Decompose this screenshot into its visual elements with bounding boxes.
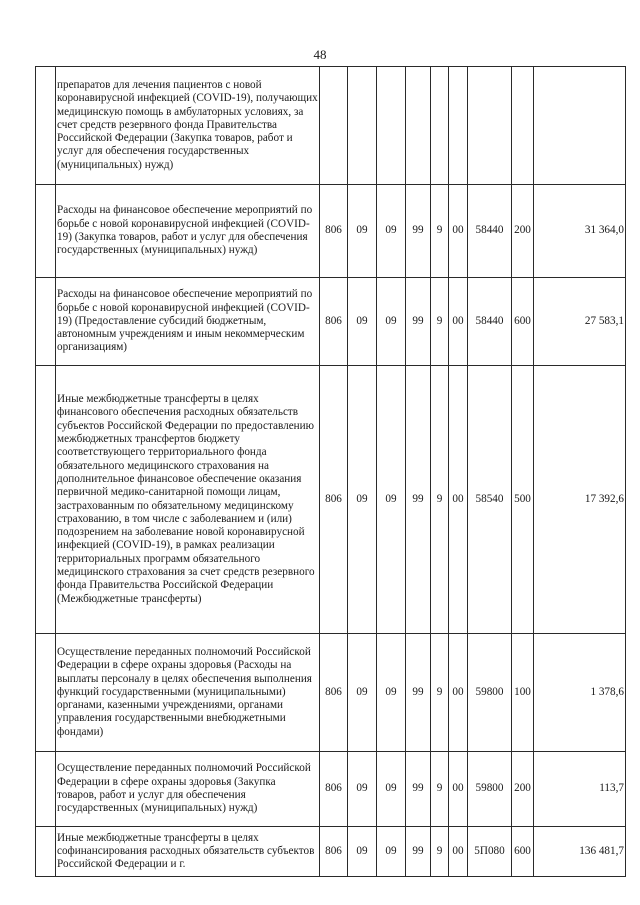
index-cell: [36, 366, 56, 634]
section-code-cell: 09: [348, 278, 377, 366]
expense-name-cell: Иные межбюджетные трансферты в целях софинансирования расходных обязательств субъектов Российской Федерации и г.: [56, 827, 320, 877]
index-cell: [36, 67, 56, 185]
event-code-cell: [449, 67, 468, 185]
program-code-cell: [406, 67, 431, 185]
expense-name-cell: Расходы на финансовое обеспечение мероприятий по борьбе с новой коронавирусной инфекцией (COVID-19) (Закупка товаров, работ и услуг для обеспечения государственных (муниципальных) нужд): [56, 185, 320, 278]
subsection-code-cell: 09: [377, 366, 406, 634]
event-code-cell: 00: [449, 185, 468, 278]
event-code-cell: 00: [449, 278, 468, 366]
table-row: [36, 366, 626, 634]
program-code-cell: 99: [406, 634, 431, 752]
subsection-code-cell: [377, 67, 406, 185]
grbs-code-cell: 806: [320, 634, 348, 752]
budget-table: [35, 66, 626, 877]
index-cell: [36, 634, 56, 752]
expense-type-code-cell: 100: [512, 634, 534, 752]
grbs-code-cell: 806: [320, 752, 348, 827]
table-row: [36, 278, 626, 366]
expense-type-code-cell: 200: [512, 185, 534, 278]
subsection-code-cell: 09: [377, 278, 406, 366]
grbs-code-cell: 806: [320, 827, 348, 877]
amount-cell: 113,7: [534, 752, 626, 827]
section-code-cell: [348, 67, 377, 185]
table-row: [36, 752, 626, 827]
program-code-cell: 99: [406, 278, 431, 366]
event-code-cell: 00: [449, 827, 468, 877]
subsection-code-cell: 09: [377, 634, 406, 752]
event-code-cell: 00: [449, 366, 468, 634]
expense-type-code-cell: 600: [512, 278, 534, 366]
amount-cell: 31 364,0: [534, 185, 626, 278]
table-row: [36, 67, 626, 185]
amount-cell: 17 392,6: [534, 366, 626, 634]
expense-type-code-cell: 200: [512, 752, 534, 827]
subprogram-code-cell: [431, 67, 449, 185]
index-cell: [36, 185, 56, 278]
program-code-cell: 99: [406, 366, 431, 634]
subprogram-code-cell: 9: [431, 185, 449, 278]
amount-cell: [534, 67, 626, 185]
index-cell: [36, 278, 56, 366]
grbs-code-cell: 806: [320, 366, 348, 634]
direction-code-cell: 5П080: [468, 827, 512, 877]
program-code-cell: 99: [406, 752, 431, 827]
direction-code-cell: 59800: [468, 752, 512, 827]
program-code-cell: 99: [406, 185, 431, 278]
expense-type-code-cell: [512, 67, 534, 185]
section-code-cell: 09: [348, 366, 377, 634]
subprogram-code-cell: 9: [431, 752, 449, 827]
subsection-code-cell: 09: [377, 185, 406, 278]
amount-cell: 136 481,7: [534, 827, 626, 877]
expense-name-cell: Расходы на финансовое обеспечение мероприятий по борьбе с новой коронавирусной инфекцией (COVID-19) (Предоставление субсидий бюджетным, автономным учреждениям и иным некоммерческим организациям): [56, 278, 320, 366]
expense-type-code-cell: 600: [512, 827, 534, 877]
table-row: [36, 634, 626, 752]
direction-code-cell: 58540: [468, 366, 512, 634]
direction-code-cell: 59800: [468, 634, 512, 752]
direction-code-cell: 58440: [468, 185, 512, 278]
expense-name-cell: Иные межбюджетные трансферты в целях финансового обеспечения расходных обязательств субъектов Российской Федерации по предоставлению межбюджетных трансфертов бюджету соответствующего территориального фонда обязательного медицинского страхования на дополнительное финансовое обеспечение оказания первичной медико-санитарной помощи лицам, застрахованным по обязательному медицинскому страхованию, в том числе с заболеванием и (или) подозрением на заболевание новой коронавирусной инфекцией (COVID-19), в рамках реализации территориальных программ обязательного медицинского страхования за счет средств резервного фонда Правительства Российской Федерации (Межбюджетные трансферты): [56, 366, 320, 634]
subprogram-code-cell: 9: [431, 827, 449, 877]
index-cell: [36, 827, 56, 877]
expense-name-cell: Осуществление переданных полномочий Российской Федерации в сфере охраны здоровья (Расходы на выплаты персоналу в целях обеспечения выполнения функций государственными (муниципальными) органами, казенными учреждениями, органами управления государственными внебюджетными фондами): [56, 634, 320, 752]
amount-cell: 1 378,6: [534, 634, 626, 752]
event-code-cell: 00: [449, 752, 468, 827]
direction-code-cell: [468, 67, 512, 185]
section-code-cell: 09: [348, 634, 377, 752]
section-code-cell: 09: [348, 827, 377, 877]
page-number: 48: [313, 47, 327, 62]
grbs-code-cell: 806: [320, 278, 348, 366]
amount-cell: 27 583,1: [534, 278, 626, 366]
grbs-code-cell: [320, 67, 348, 185]
direction-code-cell: 58440: [468, 278, 512, 366]
section-code-cell: 09: [348, 752, 377, 827]
section-code-cell: 09: [348, 185, 377, 278]
program-code-cell: 99: [406, 827, 431, 877]
table-row: [36, 185, 626, 278]
expense-name-cell: Осуществление переданных полномочий Российской Федерации в сфере охраны здоровья (Закупка товаров, работ и услуг для обеспечения государственных (муниципальных) нужд): [56, 752, 320, 827]
subprogram-code-cell: 9: [431, 634, 449, 752]
expense-name-cell: препаратов для лечения пациентов с новой коронавирусной инфекцией (COVID-19), получающих медицинскую помощь в амбулаторных условиях, за счет средств резервного фонда Правительства Российской Федерации (Закупка товаров, работ и услуг для обеспечения государственных (муниципальных) нужд): [56, 67, 320, 185]
subprogram-code-cell: 9: [431, 278, 449, 366]
subsection-code-cell: 09: [377, 752, 406, 827]
index-cell: [36, 752, 56, 827]
grbs-code-cell: 806: [320, 185, 348, 278]
expense-type-code-cell: 500: [512, 366, 534, 634]
subprogram-code-cell: 9: [431, 366, 449, 634]
table-row: [36, 827, 626, 877]
event-code-cell: 00: [449, 634, 468, 752]
subsection-code-cell: 09: [377, 827, 406, 877]
